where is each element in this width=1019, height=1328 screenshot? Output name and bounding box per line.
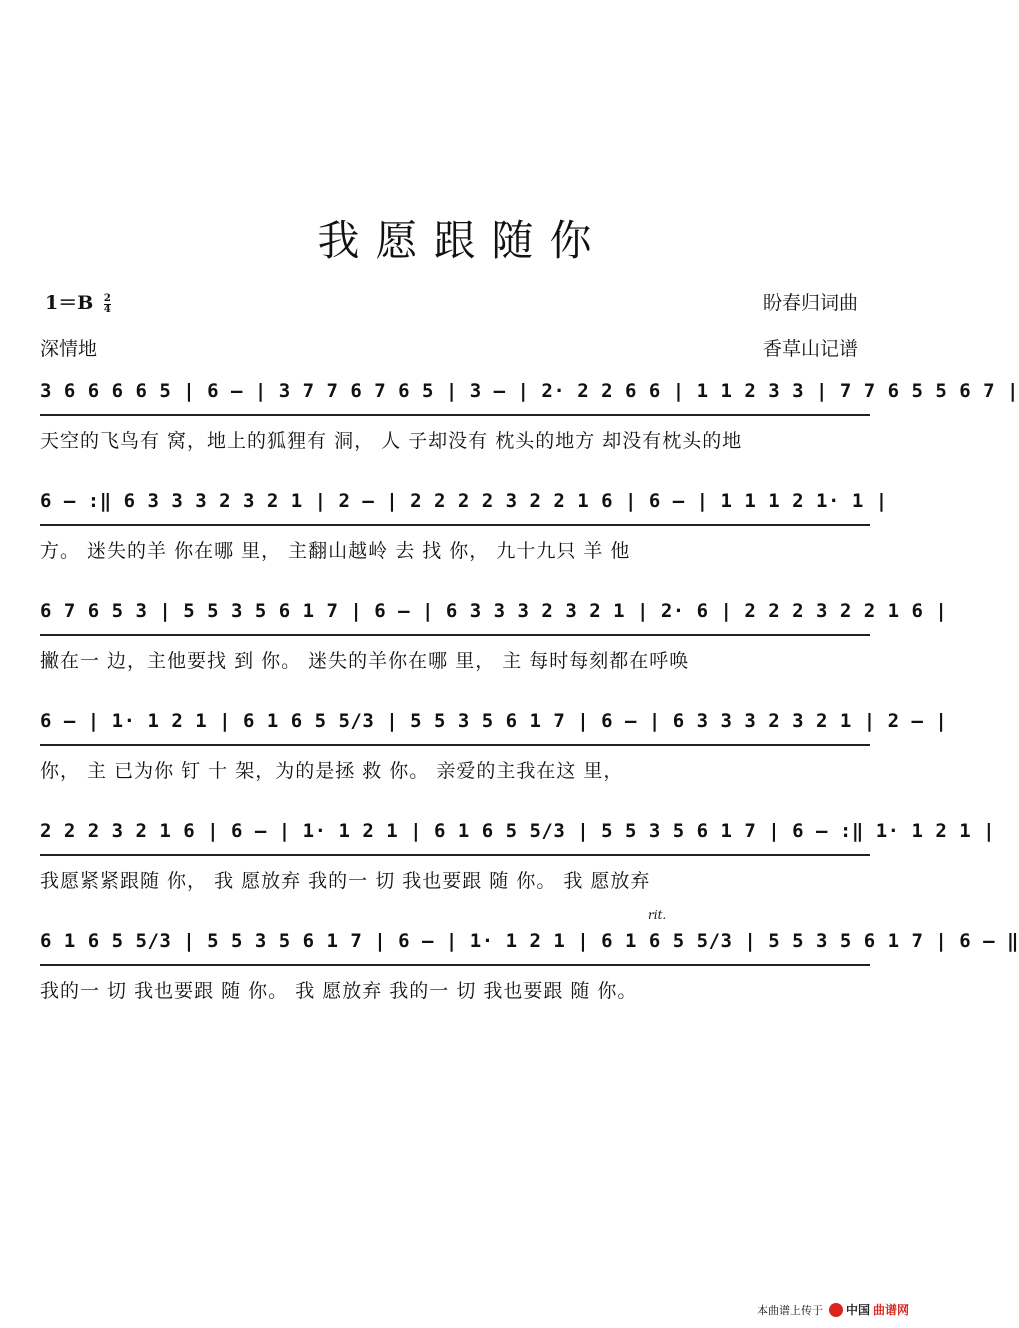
upload-text: 本曲谱上传于	[756, 1303, 823, 1317]
score-system-3	[40, 600, 948, 673]
tempo-marking: 深情地	[40, 338, 98, 360]
notation-line: 6 7 6 5 3 | 5 5 3 5 6 1 7 | 6 – | 6 3 3 3 2 3 2 1 | 2· 6 | 2 2 2 3 2 2 1 6 |	[40, 600, 870, 636]
lyrics-line: 你， 主 已为你 钉 十 架，为的是拯 救 你。 亲爱的主我在这 里，	[40, 760, 624, 782]
lyrics-line: 方。 迷失的羊 你在哪 里， 主翻山越岭 去 找 你， 九十九只 羊 他	[40, 540, 631, 562]
site-logo-icon	[829, 1303, 843, 1317]
lyrics-line: 天空的飞鸟有 窝，地上的狐狸有 洞， 人 子却没有 枕头的地方 却没有枕头的地	[40, 430, 743, 452]
score-system-6	[40, 908, 1019, 1003]
notation-line: 6 – | 1· 1 2 1 | 6 1 6 5 5/3 | 5 5 3 5 6 1 7 | 6 – | 6 3 3 3 2 3 2 1 | 2 – |	[40, 710, 870, 746]
site-name-part2: 曲谱网	[872, 1303, 909, 1317]
key-signature	[45, 288, 111, 315]
time-signature-bottom: 4	[103, 303, 111, 315]
page-title: 我愿跟随你	[317, 216, 608, 265]
key-label: 1＝B	[45, 292, 94, 314]
notation-line: 6 – :‖ 6 3 3 3 2 3 2 1 | 2 – | 2 2 2 2 3 2 2 1 6 | 6 – | 1 1 1 2 1· 1 |	[40, 490, 870, 526]
transcriber-credit: 香草山记谱	[762, 338, 858, 360]
notation-line: 3 6 6 6 6 5 | 6 – | 3 7 7 6 7 6 5 | 3 – | 2· 2 2 6 6 | 1 1 2 3 3 | 7 7 6 5 5 6 7 |	[40, 380, 870, 416]
lyrics-line: 我的一 切 我也要跟 随 你。 我 愿放弃 我的一 切 我也要跟 随 你。	[40, 980, 638, 1002]
lyrics-line: 我愿紧紧跟随 你， 我 愿放弃 我的一 切 我也要跟 随 你。 我 愿放弃	[40, 870, 651, 892]
time-signature	[104, 294, 111, 315]
site-name-part1: 中国	[845, 1303, 870, 1317]
score-system-1	[40, 380, 1019, 453]
notation-line: 2 2 2 3 2 1 6 | 6 – | 1· 1 2 1 | 6 1 6 5 5/3 | 5 5 3 5 6 1 7 | 6 – :‖ 1· 1 2 1 |	[40, 820, 870, 856]
notation-line: 6 1 6 5 5/3 | 5 5 3 5 6 1 7 | 6 – | 1· 1 2 1 | 6 1 6 5 5/3 | 5 5 3 5 6 1 7 | 6 – ‖	[40, 930, 870, 966]
lyrics-line: 撇在一 边，主他要找 到 你。 迷失的羊你在哪 里， 主 每时每刻都在呼唤	[40, 650, 690, 672]
time-signature-top: 2	[103, 292, 111, 304]
rit-annotation: rit.	[648, 908, 667, 922]
score-system-4	[40, 710, 948, 783]
footer	[757, 1301, 909, 1318]
score-system-2	[40, 490, 888, 563]
composer-credit: 盼春归词曲	[762, 292, 858, 314]
score-system-5	[40, 820, 996, 893]
site-logo[interactable]	[829, 1301, 909, 1318]
